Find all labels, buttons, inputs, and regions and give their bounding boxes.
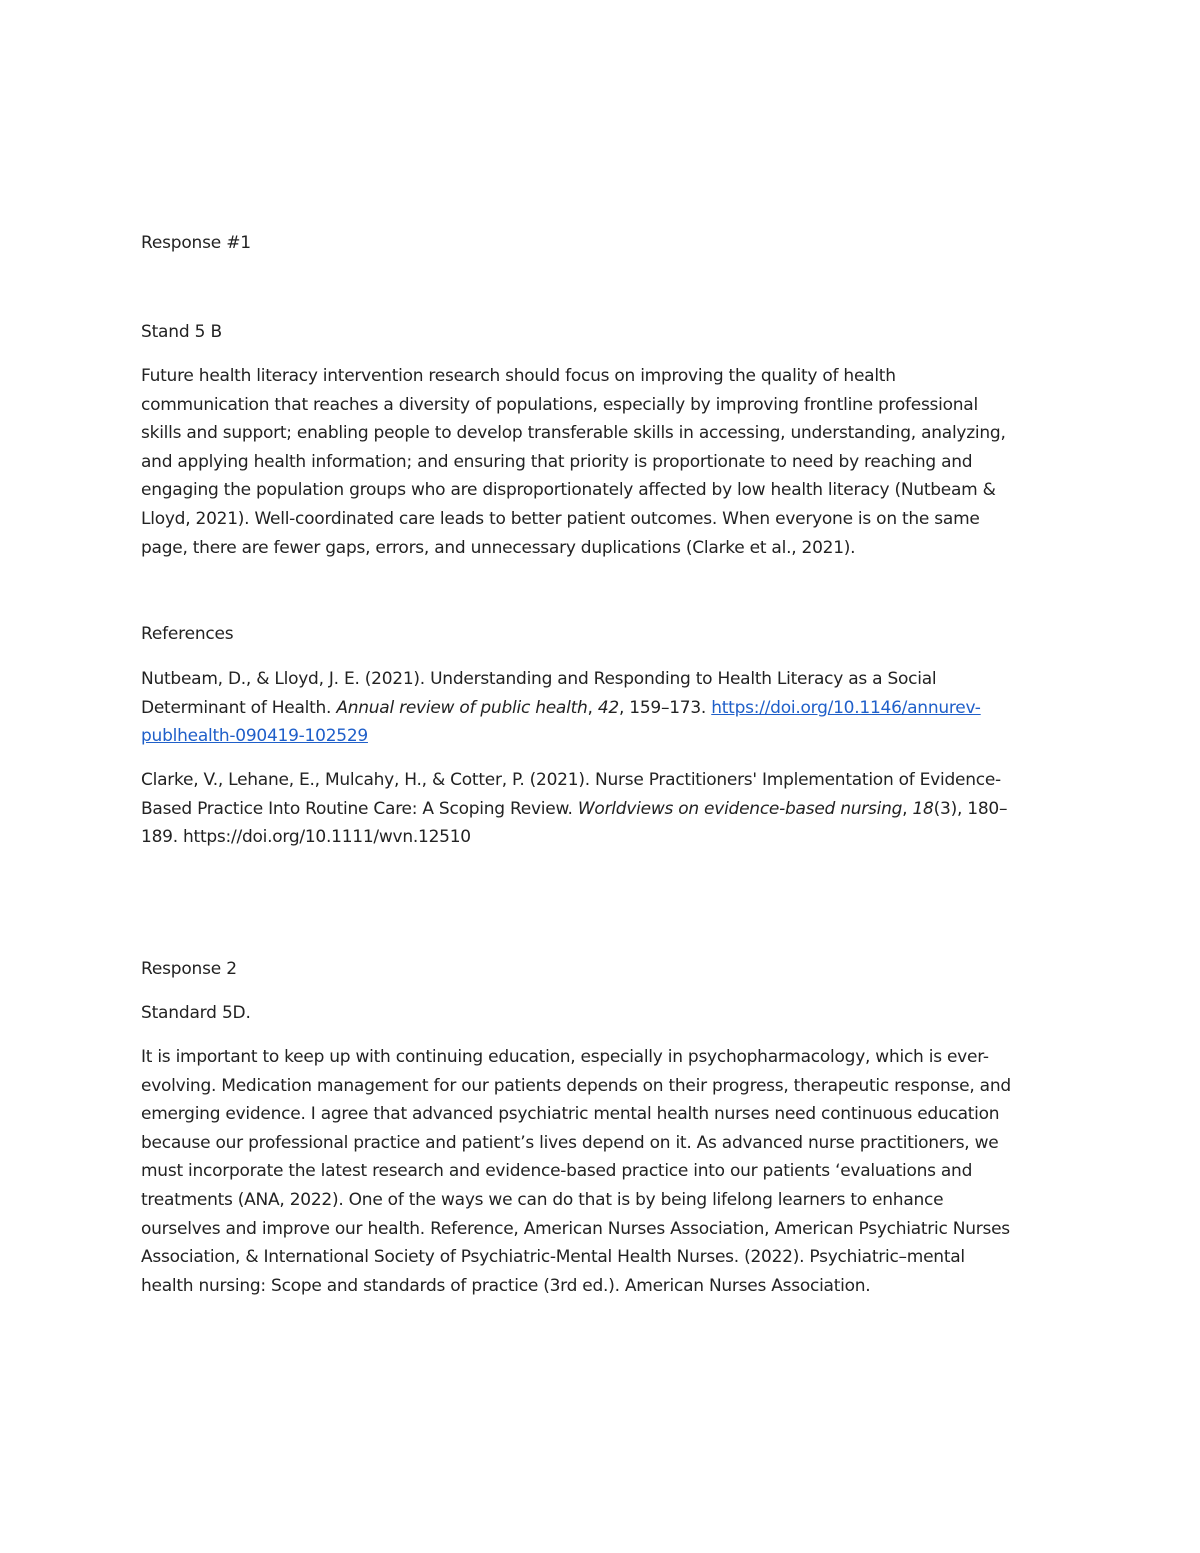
body-line: page, there are fewer gaps, errors, and unnecessary duplications (Clarke et al., 2021). — [141, 537, 856, 558]
body-line: emerging evidence. I agree that advanced psychiatric mental health nurses need continuous education — [141, 1104, 1000, 1125]
reference-nutbeam — [141, 665, 1061, 751]
body-line: It is important to keep up with continuing education, especially in psychopharmacology, which is ever- — [141, 1047, 989, 1067]
ref-line: 189. https://doi.org/10.1111/wvn.12510 — [141, 827, 471, 848]
references-heading: References — [141, 624, 234, 644]
ref-line: Clarke, V., Lehane, E., Mulcahy, H., & Cotter, P. (2021). Nurse Practitioners' Implementation of Evidence- — [141, 770, 1001, 790]
journal-title: Annual review of public health — [336, 697, 588, 718]
body-line: treatments (ANA, 2022). One of the ways we can do that is by being lifelong learners to enhance — [141, 1189, 944, 1210]
ref-line — [141, 722, 1061, 751]
journal-volume: 42 — [597, 697, 619, 718]
body-line: engaging the population groups who are disproportionately affected by low health literacy (Nutbeam & — [141, 480, 996, 501]
ref-line: Based Practice Into Routine Care: A Scoping Review. Worldviews on evidence-based nursing, 18(3), 180– — [141, 798, 1008, 819]
body-line: Association, & International Society of Psychiatric-Mental Health Nurses. (2022). Psychiatric–mental — [141, 1247, 965, 1268]
body-line: and applying health information; and ensuring that priority is proportionate to need by reaching and — [141, 451, 973, 472]
ref-line: Determinant of Health. Annual review of public health, 42, 159–173. https://doi.org/10.1146/annurev- — [141, 697, 981, 718]
body-line: ourselves and improve our health. Reference, American Nurses Association, American Psychiatric Nurses — [141, 1218, 1010, 1239]
response-2-body — [141, 1043, 1061, 1300]
body-line: evolving. Medication management for our patients depends on their progress, therapeutic response, and — [141, 1075, 1011, 1096]
ref-line: Nutbeam, D., & Lloyd, J. E. (2021). Understanding and Responding to Health Literacy as a Social — [141, 669, 937, 689]
response-2-standard: Standard 5D. — [141, 1003, 251, 1023]
body-line: communication that reaches a diversity of populations, especially by improving frontline professional — [141, 394, 978, 415]
body-line: Lloyd, 2021). Well-coordinated care leads to better patient outcomes. When everyone is on the same — [141, 508, 980, 529]
doi-link-continued[interactable]: publhealth-090419-102529 — [141, 726, 368, 747]
reference-clarke — [141, 766, 1061, 852]
doi-link[interactable]: https://doi.org/10.1146/annurev- — [711, 697, 981, 718]
body-line: Future health literacy intervention research should focus on improving the quality of health — [141, 366, 896, 386]
body-line: skills and support; enabling people to develop transferable skills in accessing, understanding, analyzing, — [141, 423, 1006, 444]
response-1-heading: Response #1 — [141, 233, 251, 253]
response-1-body — [141, 362, 1061, 562]
body-line: health nursing: Scope and standards of practice (3rd ed.). American Nurses Association. — [141, 1275, 871, 1296]
journal-volume: 18 — [912, 798, 934, 819]
response-2-heading: Response 2 — [141, 959, 237, 979]
journal-title: Worldviews on evidence-based nursing — [577, 798, 903, 819]
response-1-standard: Stand 5 B — [141, 322, 222, 342]
body-line: because our professional practice and patient’s lives depend on it. As advanced nurse practitioners, we — [141, 1132, 999, 1153]
body-line: must incorporate the latest research and evidence-based practice into our patients ‘evaluations and — [141, 1161, 973, 1182]
